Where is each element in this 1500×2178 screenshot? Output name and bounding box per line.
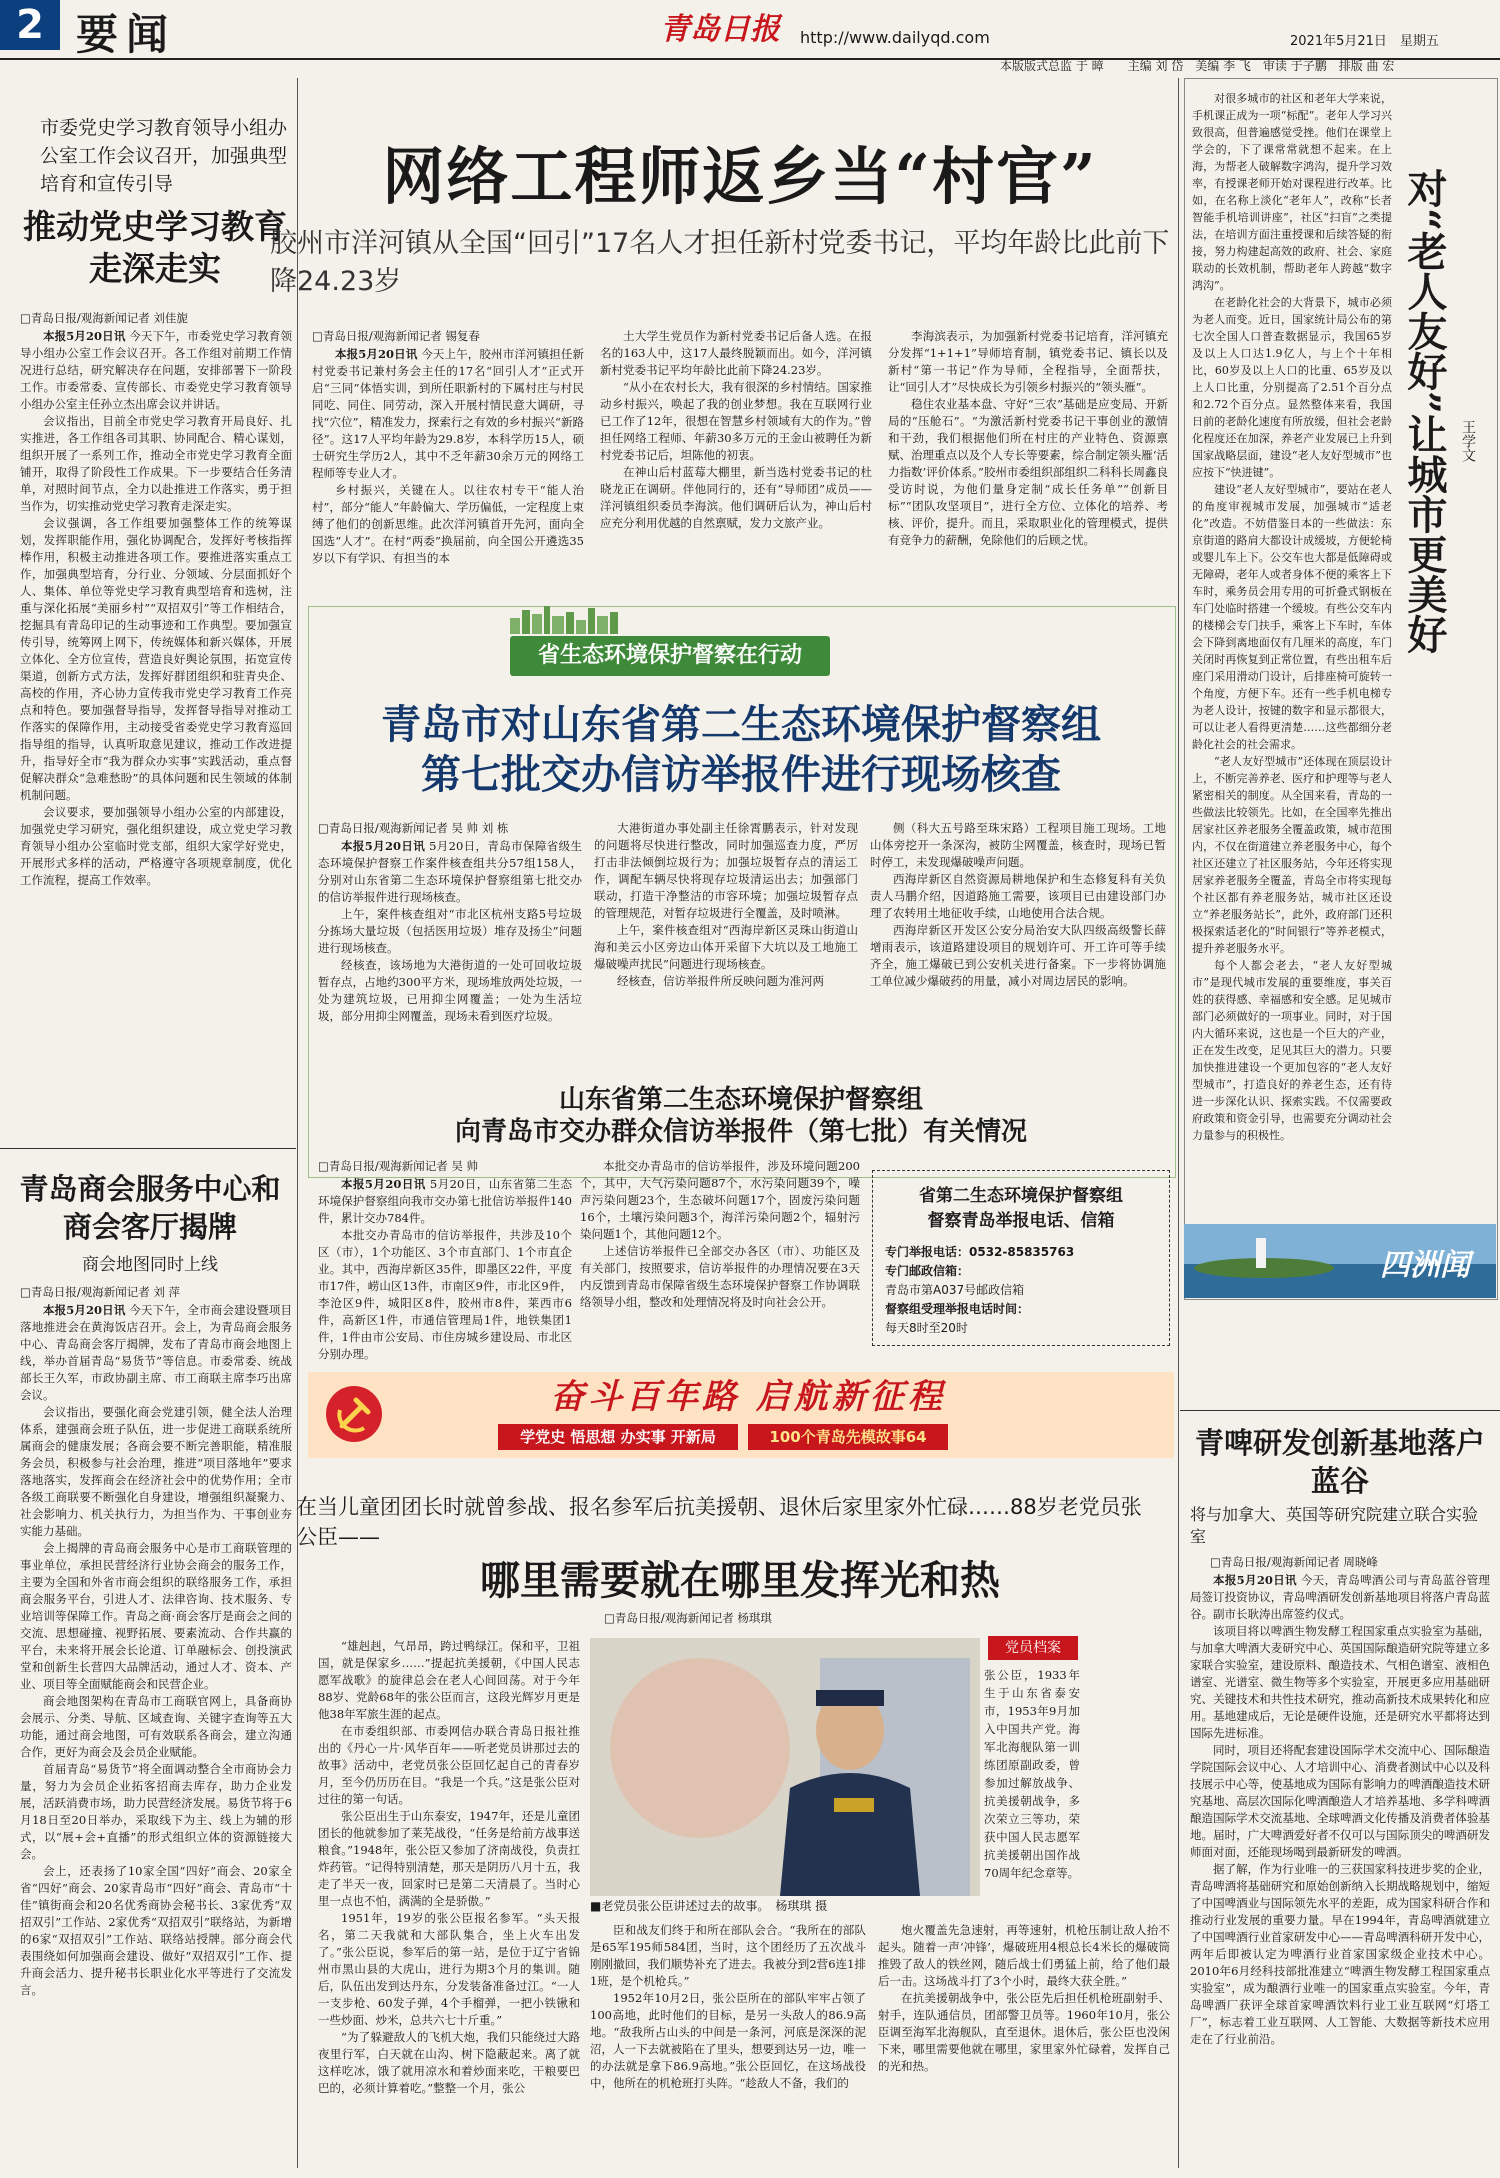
column-rule — [297, 78, 298, 2168]
eco2-col-1: 本报5月20日讯 5月20日，山东省第二生态环境保护督察组向我市交办第七批信访举报件140件，累计交办784件。 本批交办青岛市的信访举报件，共涉及10个区（市），1个功能区、3个市直部门、1个市直企业。其中，西海岸新区35件，即墨区22件，平度市17件，崂山区13件，市南区9件，市北区9件，李沧区9件，城阳区8件，胶州市8件，莱西市6件，高新区1件，市通信管理局1件，地铁集团1件，1件由市公安局、市住房城乡建设局、市北区分别办理。 — [318, 1177, 572, 1361]
eco-byline: □青岛日报/观海新闻记者 吴 帅 刘 栋 — [318, 821, 509, 835]
main-byline: □青岛日报/观海新闻记者 锡复春 — [312, 329, 480, 343]
eco-col-1: 本报5月20日讯 5月20日，青岛市保障省级生态环境保护督察工作案件核查组共分57组158人，分别对山东省第二生态环境保护督察组第七批交办的信访举报件进行现场核查。 上午，案件核查组对“市北区杭州支路5号垃圾分拣场大量垃圾（包括医用垃圾）堆存及扬尘”问题进行现场核查。 经核查，该场地为大港街道的一处可回收垃圾暂存点，占地约300平方米，现场堆放两处垃圾，一处为建筑垃圾，已用抑尘网覆盖；一处为生活垃圾，部分用抑尘网覆盖，现场未看到医疗垃圾。 — [318, 839, 582, 1023]
party-byline: □青岛日报/观海新闻记者 杨琪琪 — [604, 1611, 772, 1625]
veteran-photo — [590, 1638, 980, 1896]
eco-banner: 省生态环境保护督察在行动 — [510, 636, 830, 676]
main-title: 网络工程师返乡当“村官” — [382, 140, 1098, 213]
editors-line: 本版版式总监 于 暲 主编 刘 岱 美编 李 飞 审读 于子鹏 排版 曲 宏 — [1000, 59, 1395, 73]
main-subtitle: 胶州市洋河镇从全国“回引”17名人才担任新村党委书记，平均年龄比此前下降24.23岁 — [270, 228, 1170, 297]
eco-col-2: 大港街道办事处副主任徐霄鹏表示，针对发现的问题将尽快进行整改，同时加强巡查力度，严厉打击非法倾倒垃圾行为；加强垃圾暂存点的清运工作，调配车辆尽快将现存垃圾清运出去；加强部门联动，打造干净整洁的市容环境；加强垃圾暂存点的管理规范，对暂存垃圾进行全覆盖，及时喷淋。 上午，案件核查组对“西海岸新区灵珠山街道山海和美云小区旁边山体开采留下大坑以及工地施工爆破噪声扰民”问题进行现场核查。 经核查，信访举报件所反映问题为准河两 — [594, 821, 858, 988]
city-skyline-decoration — [510, 604, 630, 634]
party-banner-title: 奋斗百年路 启航新征程 — [550, 1377, 946, 1417]
profile-box — [984, 1666, 1080, 1926]
newspaper-logo: 青岛日报 — [660, 12, 780, 47]
commentary-body: 对很多城市的社区和老年大学来说，手机课正成为一项“标配”。老年人学习兴致很高，但普遍感觉受挫。他们在课堂上学会的，下了课常常就想不起来。在上海，为帮老人破解数字鸿沟，提升学习效率，有授课老师开始对课程进行改革。比如，在名称上淡化“老年人”，改称“长者智能手机培训讲座”，社区“扫盲”之类提法，在培训方面注重授课和后续答疑的衔接，努力构建起高效的政府、社会、家庭联动的长效机制，帮助老年人跨越“数字鸿沟”。 在老龄化社会的大背景下，城市必须为老人而变。近日，国家统计局公布的第七次全国人口普查数据显示，我国65岁及以上人口达1.9亿人，与上个十年相比，60岁及以上人口的比重、65岁及以上人口比重，分别提高了2.51个百分点和2.72个百分点。显然整体来看，我国日前的老龄化速度有所放缓，但社会老龄化程度还在加深，养老产业发展已上升到国家战略层面，建设“老人友好型城市”也应按下“快进键”。 建设“老人友好型城市”，要站在老人的角度审视城市发展，加强城市“适老化”改造。不妨借鉴日本的一些做法：东京街道的路肩大都设计成缓坡，方便轮椅或婴儿车上下。公交车也大都是低障碍或无障碍，老年人或者身体不便的乘客上下车时，乘务员会用专用的可折叠式钢板在车门处临时搭建一个缓坡。有些公交车内的楼梯会专门扶手，乘客上下车时，车体会下降到离地面仅有几厘米的高度，车门关闭时再恢复到正常位置，有些出租车后座门采用滑动门设计，后排座椅可旋转一个角度，方便下车。还有一些手机电梯专为老人设计，按键的数字和显示都很大，可以让老人看得更清楚……这些都细分老龄化社会的社会需求。 “老人友好型城市”还体现在顶层设计上，不断完善养老、医疗和护理等与老人紧密相关的制度。从全国来看，青岛的一些做法比较领先。比如，在全国率先推出居家社区养老服务全覆盖政策，城市范围内，不仅在街道建立养老服务中心，每个社区还建立了社区服务站，今年还将实现居家养老服务全覆盖，青岛全市将实现每个社区都有养老服务站，城市社区还设立“养老服务站长”，此外，政府部门还积极探索适老化的“时间银行”等养老模式，提升养老服务水平。 每个人都会老去，“老人友好型城市”是现代城市发展的重要维度，事关百姓的获得感、幸福感和安全感。足见城市部门必须做好的一项事业。同时，对于国内大循环来说，这也是一个巨大的产业，正在发生改变，足见其巨大的潜力。只要加快推进建设一个更加包容的“老人友好型城市”，打造良好的养老生态，还有待进一步深化认识、探索实践。不仅需要政府政策和资金引导，也需要充分调动社会力量参与的积极性。 — [1192, 92, 1392, 1142]
eco2-col-2: 本批交办青岛市的信访举报件，涉及环境问题200个，其中，大气污染问题87个，水污染问题39个，噪声污染问题23个，生态破坏问题17个，固废污染问题16个，土壤污染问题3个，海洋污染问题2个，辐射污染问题1个，其他问题12个。 上述信访举报件已全部交办各区（市）、功能区及有关部门，按照要求，信访举报件的办理情况要在3天内反馈到青岛市保障省级生态环境保护督察工作协调联络领导小组，整改和处理情况将及时向社会公开。 — [580, 1159, 860, 1309]
eco-title-1: 青岛市对山东省第二生态环境保护督察组 — [381, 701, 1101, 748]
main-col-2: 土大学生党员作为新村党委书记后备人选。在报名的163人中，这17人最终脱颖而出。如今，洋河镇新村党委书记平均年龄比此前下降24.23岁。 “从小在农村长大，我有很深的乡村情结。国家推动乡村振兴，唤起了我的创业梦想。我在互联网行业已工作了12年，很想在智慧乡村领域有大的作为。”曾担任网络工程师、年薪30多万元的王金山被聘任为新村党委书记后，坦陈他的初衷。 在神山后村蓝莓大棚里，新当选村党委书记的杜晓龙正在调研。伴他同行的，还有“导师团”成员——洋河镇组织委员李海滨。他们调研后认为，神山后村应充分利用优越的自然禀赋，发力文旅产业。 — [600, 329, 872, 530]
tip-mailbox: 青岛市第A037号邮政信箱 — [885, 1283, 1025, 1297]
masthead — [0, 0, 1500, 60]
party-banner-tags: 学党史 悟思想 办实事 开新局 — [498, 1424, 738, 1450]
column-rule — [1178, 78, 1179, 2168]
profile-label: 党员档案 — [988, 1636, 1078, 1660]
commentary-author: 王学文 — [1460, 420, 1476, 462]
left-a2-subtitle: 商会地图同时上线 — [82, 1255, 218, 1275]
eco2-byline: □青岛日报/观海新闻记者 吴 帅 — [318, 1159, 479, 1173]
party-banner-series: 100个青岛先模故事64 — [748, 1424, 948, 1450]
column-sign: 四洲闻 — [1380, 1248, 1470, 1283]
party-banner — [308, 1372, 1174, 1458]
left-a1-kicker: 市委党史学习教育领导小组办公室工作会议召开，加强典型培育和宣传引导 — [40, 117, 288, 195]
party-title: 哪里需要就在哪里发挥光和热 — [480, 1557, 1000, 1604]
hammer-sickle-icon — [324, 1384, 384, 1444]
veteran-portrait-icon — [590, 1638, 980, 1896]
article-divider — [0, 1148, 296, 1149]
article-divider — [1180, 1410, 1500, 1411]
left-a2-byline: □青岛日报/观海新闻记者 刘 萍 — [20, 1285, 181, 1299]
eco-col-3: 侧（科大五号路至珠宋路）工程项目施工现场。工地山体旁挖开一条深沟，被防尘网覆盖，核查时，现场已暂时停工，未发现爆破噪声问题。 西海岸新区自然资源局耕地保护和生态修复科有关负责人马鹏介绍，因道路施工需要，该项目已由建设部门办理了农转用土地征收手续，山地使用合法合规。 西海岸新区开发区公安分局治安大队四级高级警长薛增雨表示，该道路建设项目的规划许可、开工许可等手续齐全，施工爆破已到公安机关进行备案。下一步将协调施工单位减少爆破药的用量，减小对周边居民的影响。 — [870, 821, 1166, 988]
tip-title-2: 督察青岛举报电话、信箱 — [927, 1211, 1115, 1231]
main-col-3: 李海滨表示，为加强新村党委书记培育，洋河镇充分发挥“1+1+1”导师培育制，镇党委书记、镇长以及新村“第一书记”作为导师，全程指导，全面帮扶，让“回引人才”尽快成长为引领乡村振兴的“领头雁”。 稳住农业基本盘、守好“三农”基础是应变局、开新局的“压舱石”。“为激活新村党委书记干事创业的激情和干劲，我们根据他们所在村庄的产业特色、资源禀赋、治理重点以及个人专长等要素，综合制定领头雁‘活力指数’评价体系。”胶州市委组织部组织二科科长周鑫良受访时说，为他们量身定制“成长任务单”“创新目标”“团队攻坚项目”，进行全方位、立体化的培养、考核、评价，提升。而且，采取职业化的管理模式，提供有竞争力的薪酬，免除他们的后顾之忧。 — [888, 329, 1168, 547]
eco2-title-2: 向青岛市交办群众信访举报件（第七批）有关情况 — [454, 1117, 1027, 1147]
beer-byline: □青岛日报/观海新闻记者 周晓峰 — [1210, 1555, 1378, 1569]
issue-date: 2021年5月21日 星期五 — [1290, 34, 1439, 49]
dateline: 本报5月20日讯 — [43, 329, 126, 343]
tip-phone[interactable]: 专门举报电话：0532-85835763 — [885, 1245, 1075, 1259]
left-a2-title: 青岛商会服务中心和商会客厅揭牌 — [19, 1172, 281, 1244]
website-url[interactable]: http://www.dailyqd.com — [800, 28, 990, 47]
tip-hours: 每天8时至20时 — [885, 1321, 968, 1335]
tip-box — [872, 1170, 1170, 1346]
left-a1-title: 推动党史学习教育走深走实 — [23, 207, 287, 288]
eco-title-2: 第七批交办信访举报件进行现场核查 — [421, 751, 1061, 798]
left-a1-byline: □青岛日报/观海新闻记者 刘佳旎 — [20, 311, 188, 325]
profile-text: 张公臣，1933年生于山东省泰安市，1953年9月加入中国共产党。海军北海舰队第一训练团原副政委，曾参加过解放战争、抗美援朝战争，多次荣立三等功，荣获中国人民志愿军抗美援朝出国作战70周年纪念章等。 — [984, 1668, 1080, 1880]
eco2-title-1: 山东省第二生态环境保护督察组 — [558, 1085, 923, 1115]
tip-title-1: 省第二生态环境保护督察组 — [919, 1186, 1123, 1206]
beer-body: 本报5月20日讯 今天，青岛啤酒公司与青岛蓝谷管理局签订投资协议，青岛啤酒研发创新基地项目将落户青岛蓝谷。副市长耿涛出席签约仪式。 该项目将以啤酒生物发酵工程国家重点实验室为基础，与加拿大啤酒大麦研究中心、英国国际酿造研究院等建立多家联合实验室，建设原料、酿造技术、气相色谱室、液相色谱室、光谱室、微生物等多个实验室，开展更多应用基础研究、关键技术和共性技术研究，推动高新技术成果转化和应用。基地建成后，无论是硬件设施，还是研究水平都将达到国际先进标准。 同时，项目还将配套建设国际学术交流中心、国际酿造学院国际会议中心、人才培训中心、消费者测试中心以及科技展示中心等，使基地成为国际有影响力的啤酒酿造技术研究基地、高层次国际化啤酒酿造人才培养基地、多学科啤酒酿造国际学术交流基地、全球啤酒文化传播及消费者体验基地。届时，广大啤酒爱好者不仅可以与国际顶尖的啤酒研发师面对面，还能现场喝到最新研发的啤酒。 据了解，作为行业唯一的三获国家科技进步奖的企业，青岛啤酒将基础研究和原始创新纳入长期战略规划中，缩短了中国啤酒业与国际领先水平的差距，成为国家科研合作和推动行业发展的重要力量。早在1994年，青岛啤酒就建立了中国啤酒行业首家研发中心——青岛啤酒科研开发中心，两年后即被认定为啤酒行业首家国家级企业技术中心。2010年6月经科技部批准建立“啤酒生物发酵工程国家重点实验室”，成为酿酒行业唯一的国家重点实验室。今年，青岛啤酒厂获评全球首家啤酒饮料行业工业互联网“灯塔工厂”，标志着工业互联网、人工智能、大数据等新技术应用走在了行业前沿。 — [1190, 1573, 1490, 2046]
party-kicker: 在当儿童团团长时就曾参战、报名参军后抗美援朝、退休后家里家外忙碌……88岁老党员张公臣—— — [296, 1495, 1142, 1549]
main-col-1: 本报5月20日讯 今天上午，胶州市洋河镇担任新村党委书记兼村务会主任的17名“回引人才”正式开启“三同”体悟实训，到所任职新村的下属村庄与村民同吃、同住、同劳动，深入开展村情民意大调研，寻找“穴位”，精准发力，探索行之有效的乡村振兴“新路径”。这17人平均年龄为29.8岁，本科学历15人，硕士研究生学历2人，其中不乏年薪30余万元的网络工程师等专业人才。 乡村振兴，关键在人。以往农村专干“能人治村”，部分“能人”年龄偏大、学历偏低，一定程度上束缚了他们的创新思维。此次洋河镇首开先河，面向全国选“人才”。在村“两委”换届前，向全国公开遴选35岁以下有学识、有担当的本 — [312, 347, 584, 565]
page-number: 2 — [0, 0, 60, 50]
party-col-3: 炮火覆盖先急速射，再等速射，机枪压制让敌人抬不起头。随着一声‘冲锋’，爆破班用4根总长4米长的爆破筒推毁了敌人的铁丝网，随后战士们勇猛上前，给了他们最后一击。这场战斗打了3个小时，最终大获全胜。” 在抗美援朝战争中，张公臣先后担任机枪班副射手、射手，连队通信员，团部警卫员等。1960年10月，张公臣调至海军北海舰队，直至退休。退休后，张公臣也没闲下来，哪里需要他就在哪里，家里家外忙碌着，发挥自己的光和热。 — [878, 1923, 1170, 2073]
left-a1-body: 本报5月20日讯 今天下午，市委党史学习教育领导小组办公室工作会议召开。各工作组对前期工作情况进行总结，研究解决存在问题，安排部署下一阶段工作。市委常委、宣传部长、市委党史学习教育领导小组办公室主任孙立杰出席会议并讲话。 会议指出，目前全市党史学习教育开局良好、扎实推进，各工作组各司其职、协同配合、精心谋划，组织开展了一系列工作，推动全市党史学习教育全面铺开，取得了阶段性工作成果。下一步要结合任务清单，对照时间节点，全力以赴推进工作落实，勇于担当作为，切实推动党史学习教育走深走实。 会议强调，各工作组要加强整体工作的统筹谋划，发挥职能作用，强化协调配合，发挥好考核指挥棒作用，积极主动推进各项工作。要推进落实重点工作，加强典型培育，分行业、分领域、分层面抓好个人、集体、单位等党史学习教育典型培育和选树，注重与深化拓展“美丽乡村”“双招双引”等工作相结合，挖掘具有青岛印记的生动事迹和工作典型。要加强宣传引导，统筹网上网下，传统媒体和新兴媒体，开展立体化、全方位宣传，营造良好舆论氛围，拓宽宣传渠道，创新方式方法，发挥好群团组织和驻青央企、高校的作用，齐心协力宣传我市党史学习教育工作亮点和特色。要加强督导指导，发挥督导指导对推动工作落实的保障作用，主动接受省委党史学习教育巡回指导组的指导，认真听取意见建议，推动工作改进提升，指导好全市“我为群众办实事”实践活动，重点督促解决群众“急难愁盼”的具体问题和民生领域的体制机制问题。 会议要求，要加强领导小组办公室的内部建设，加强党史学习研究，强化组织建设，成立党史学习教育领导小组办公室临时党支部，组织大家学好党史，开展形式多样的活动，严格遵守各项规章制度，优化工作流程，提高工作效率。 — [20, 329, 292, 887]
section-title: 要闻 — [76, 10, 177, 59]
skyline-icon — [510, 604, 630, 634]
party-col-2: 臣和战友们终于和所在部队会合。“我所在的部队是65军195师584团，当时，这个团经历了五次战斗刚刚撤回，我们顺势补充了进去。我被分到2营6连1排1班，是个机枪兵。” 1952年10月2日，张公臣所在的部队牢牢占领了100高地，此时他们的目标，是另一头敌人的86.9高地。“敌我所占山头的中间是一条河，河底是深深的泥沼，人一下去就被陷在了里头，想要到达另一边，唯一的办法就是拿下86.9高地。”张公臣回忆，在这场战役中，他所在的机枪班打头阵。“趁敌人不备，我们的 — [590, 1923, 866, 2090]
party-col-1: “雄赳赳，气昂昂，跨过鸭绿江。保和平，卫祖国，就是保家乡……”提起抗美援朝，《中国人民志愿军战歌》的旋律总会在老人心间回荡。对于今年88岁、党龄68年的张公臣而言，这段光辉岁月更是他38年军旅生涯的起点。 在市委组织部、市委网信办联合青岛日报社推出的《丹心一片·风华百年——听老党员讲那过去的故事》活动中，老党员张公臣回忆起自己的青春岁月，至今仍历历在目。“我是一个兵。”这是张公臣对过往的第一句话。 张公臣出生于山东泰安，1947年，还是儿童团团长的他就参加了莱芜战役，“任务是给前方战事送粮食。”1948年，张公臣又参加了济南战役，负责扛炸药管。“记得特别清楚，那天是阴历八月十五，我走了半天一夜，回家时已是第二天清晨了。当时心里一点也不怕，满满的全是骄傲。” 1951年，19岁的张公臣报名参军。“头天报名，第二天我就和大部队集合，坐上火车出发了。”张公臣说，参军后的第一站，是位于辽宁省锦州市黑山县的大虎山，进行为期3个月的集训。随后，队伍出发到达丹东，分发装备准备过江。“一人一支步枪、60发子弹，4个手榴弹，一把小铁锹和一些炒面、炒米，总共六七十斤重。” “为了躲避敌人的飞机大炮，我们只能绕过大路夜里行军，白天就在山沟、树下隐蔽起来。离了就这样吃冰，饿了就用凉水和着炒面来吃，干粮要巴巴的，必须计算着吃。”整整一个月，张公 — [318, 1639, 580, 2095]
beer-title: 青啤研发创新基地落户蓝谷 — [1194, 1426, 1485, 1498]
beer-subtitle: 将与加拿大、英国等研究院建立联合实验室 — [1190, 1505, 1479, 1546]
tip-hours-label: 督察组受理举报电话时间： — [885, 1302, 1030, 1316]
commentary-title: 对“老人友好”让城市更美好 — [1401, 168, 1448, 655]
tip-mailbox-label: 专门邮政信箱： — [885, 1264, 970, 1278]
left-a2-body: 本报5月20日讯 今天下午，全市商会建设暨项目落地推进会在黄海饭店召开。会上，为青岛商会服务中心、青岛商会客厅揭牌，发布了青岛市商会地图上线，举办首届青岛“易货节”等信息。市委常委、统战部长王久军，市政协副主席、市工商联主席李巧出席会议。 会议指出，要强化商会党建引领，健全法人治理体系，建强商会班子队伍，进一步促进工商联系统所属商会的健康发展；各商会要不断完善职能，精准服务会员，积极参与社会治理，推进“项目落地年”要求落地落实，发挥商会在经济社会中的优势作用；全市各级工商联要不断强化自身建设，增强组织凝聚力、社会影响力、机关执行力，为担当作为、干事创业夯实能力基础。 会上揭牌的青岛商会服务中心是市工商联管理的事业单位，承担民营经济行业协会商会的服务工作，主要为全国和外省市商会组织的联络服务工作，承担商会服务平台，引进人才、法律咨询、技术服务、专业培训等保障工作。青岛之商·商会客厅是商会之间的交流、思想碰撞、视野拓展、要素流动、合作共赢的平台，未来将开展会长论道、订单融标会、创投演武堂和创新生长营四大品牌活动，通过人才、资本、产业、项目等全面赋能商会和民营企业。 商会地图架构在青岛市工商联官网上，具备商协会展示、分类、导航、区域查询、关键字查询等五大功能，通过商会地图，可有效联系各商会，建立沟通合作，更好为商会及会员企业赋能。 首届青岛“易货节”将全面调动整合全市商协会力量，努力为会员企业拓客招商去库存，助力企业发展，活跃消费市场，助力民营经济发展。易货节将于6月18日至20日举办，采取线下为主、线上为辅的形式，以“展+会+直播”的形式组织立体的资源链接大会。 会上，还表扬了10家全国“四好”商会、20家全省“四好”商会、20家青岛市“四好”商会、青岛市“十佳”镇街商会和20名优秀商协会秘书长、3家优秀“双招双引”工作站、2家优秀“双招双引”联络站，为新增的6家“双招双引”工作站、联络站授牌。部分商会代表围绕如何加强商会建设、做好“双招双引”工作、提升商会活力、提升秘书长职业化水平等进行了交流发言。 — [20, 1303, 292, 1997]
photo-caption: ■老党员张公臣讲述过去的故事。 杨琪琪 摄 — [590, 1899, 828, 1913]
